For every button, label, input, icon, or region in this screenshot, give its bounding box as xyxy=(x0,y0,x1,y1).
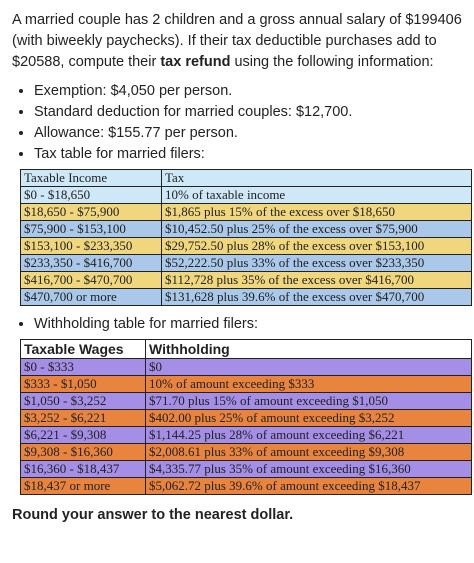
tax-bracket-income: $416,700 - $470,700 xyxy=(21,272,162,289)
tax-bracket-tax: $10,452.50 plus 25% of the excess over $75,900 xyxy=(162,221,472,238)
withholding-table-row xyxy=(21,410,472,427)
tax-table-row xyxy=(21,204,472,221)
tax-bracket-income: $470,700 or more xyxy=(21,289,162,306)
withholding-bracket-wages: $16,360 - $18,437 xyxy=(21,461,146,478)
tax-table-row xyxy=(21,187,472,204)
tax-table-header-row xyxy=(21,170,472,187)
tax-bracket-income: $233,350 - $416,700 xyxy=(21,255,162,272)
tax-table-row xyxy=(21,272,472,289)
withholding-table-header-withholding: Withholding xyxy=(146,340,472,359)
tax-table-row xyxy=(21,238,472,255)
tax-bracket-income: $0 - $18,650 xyxy=(21,187,162,204)
round-instruction: Round your answer to the nearest dollar. xyxy=(12,507,294,523)
bullet-standard-deduction: • Standard deduction for married couples: $12,700. xyxy=(34,102,462,123)
withholding-table-row xyxy=(21,461,472,478)
withholding-bracket-wages: $3,252 - $6,221 xyxy=(21,410,146,427)
tax-bracket-income: $18,650 - $75,900 xyxy=(21,204,162,221)
tax-bracket-tax: $112,728 plus 35% of the excess over $416,700 xyxy=(162,272,472,289)
withholding-table-row xyxy=(21,393,472,410)
tax-bracket-income: $75,900 - $153,100 xyxy=(21,221,162,238)
withholding-table-row xyxy=(21,478,472,495)
withholding-table-header-row xyxy=(21,340,472,359)
withholding-bracket-amount: $402.00 plus 25% of amount exceeding $3,252 xyxy=(146,410,472,427)
withholding-bracket-wages: $6,221 - $9,308 xyxy=(21,427,146,444)
tax-bracket-tax: $131,628 plus 39.6% of the excess over $470,700 xyxy=(162,289,472,306)
tax-table-header-income: Taxable Income xyxy=(21,170,162,187)
withholding-bracket-wages: $1,050 - $3,252 xyxy=(21,393,146,410)
tax-table-row xyxy=(21,289,472,306)
tax-bracket-tax: $1,865 plus 15% of the excess over $18,650 xyxy=(162,204,472,221)
bullet-allowance: • Allowance: $155.77 per person. xyxy=(34,123,462,144)
bullet-exemption: • Exemption: $4,050 per person. xyxy=(34,81,462,102)
withholding-bracket-wages: $18,437 or more xyxy=(21,478,146,495)
tax-table xyxy=(20,169,472,306)
bullet-withholding-table: • Withholding table for married filers: xyxy=(34,314,462,335)
withholding-table-row xyxy=(21,444,472,461)
withholding-table-row xyxy=(21,359,472,376)
bullet-tax-table: • Tax table for married filers: xyxy=(34,144,462,165)
tax-table-header-tax: Tax xyxy=(162,170,472,187)
tax-bracket-tax: $29,752.50 plus 28% of the excess over $153,100 xyxy=(162,238,472,255)
tax-bracket-tax: $52,222.50 plus 33% of the excess over $233,350 xyxy=(162,255,472,272)
info-list xyxy=(12,81,462,165)
tax-bracket-tax: 10% of taxable income xyxy=(162,187,472,204)
withholding-bracket-wages: $0 - $333 xyxy=(21,359,146,376)
tax-table-row xyxy=(21,221,472,238)
intro-text-2: using the following information: xyxy=(230,54,434,70)
problem-intro xyxy=(12,10,462,73)
intro-text-1: A married couple has 2 children and a gross annual salary of $199406 (with biweekly paychecks). If their tax deductible purchases add to $20588, compute their xyxy=(12,12,462,70)
withholding-table-row xyxy=(21,427,472,444)
withholding-table xyxy=(20,339,472,495)
withholding-bracket-wages: $9,308 - $16,360 xyxy=(21,444,146,461)
tax-bracket-income: $153,100 - $233,350 xyxy=(21,238,162,255)
withholding-table-header-wages: Taxable Wages xyxy=(21,340,146,359)
withholding-bracket-amount: $2,008.61 plus 33% of amount exceeding $9,308 xyxy=(146,444,472,461)
withholding-table-row xyxy=(21,376,472,393)
tax-table-row xyxy=(21,255,472,272)
withholding-bracket-amount: $71.70 plus 15% of amount exceeding $1,050 xyxy=(146,393,472,410)
withholding-bracket-amount: $5,062.72 plus 39.6% of amount exceeding $18,437 xyxy=(146,478,472,495)
withholding-list xyxy=(12,314,462,335)
withholding-bracket-amount: $0 xyxy=(146,359,472,376)
intro-bold-text: tax refund xyxy=(160,54,231,70)
withholding-bracket-amount: $4,335.77 plus 35% of amount exceeding $16,360 xyxy=(146,461,472,478)
withholding-bracket-wages: $333 - $1,050 xyxy=(21,376,146,393)
withholding-bracket-amount: $1,144.25 plus 28% of amount exceeding $6,221 xyxy=(146,427,472,444)
withholding-bracket-amount: 10% of amount exceeding $333 xyxy=(146,376,472,393)
